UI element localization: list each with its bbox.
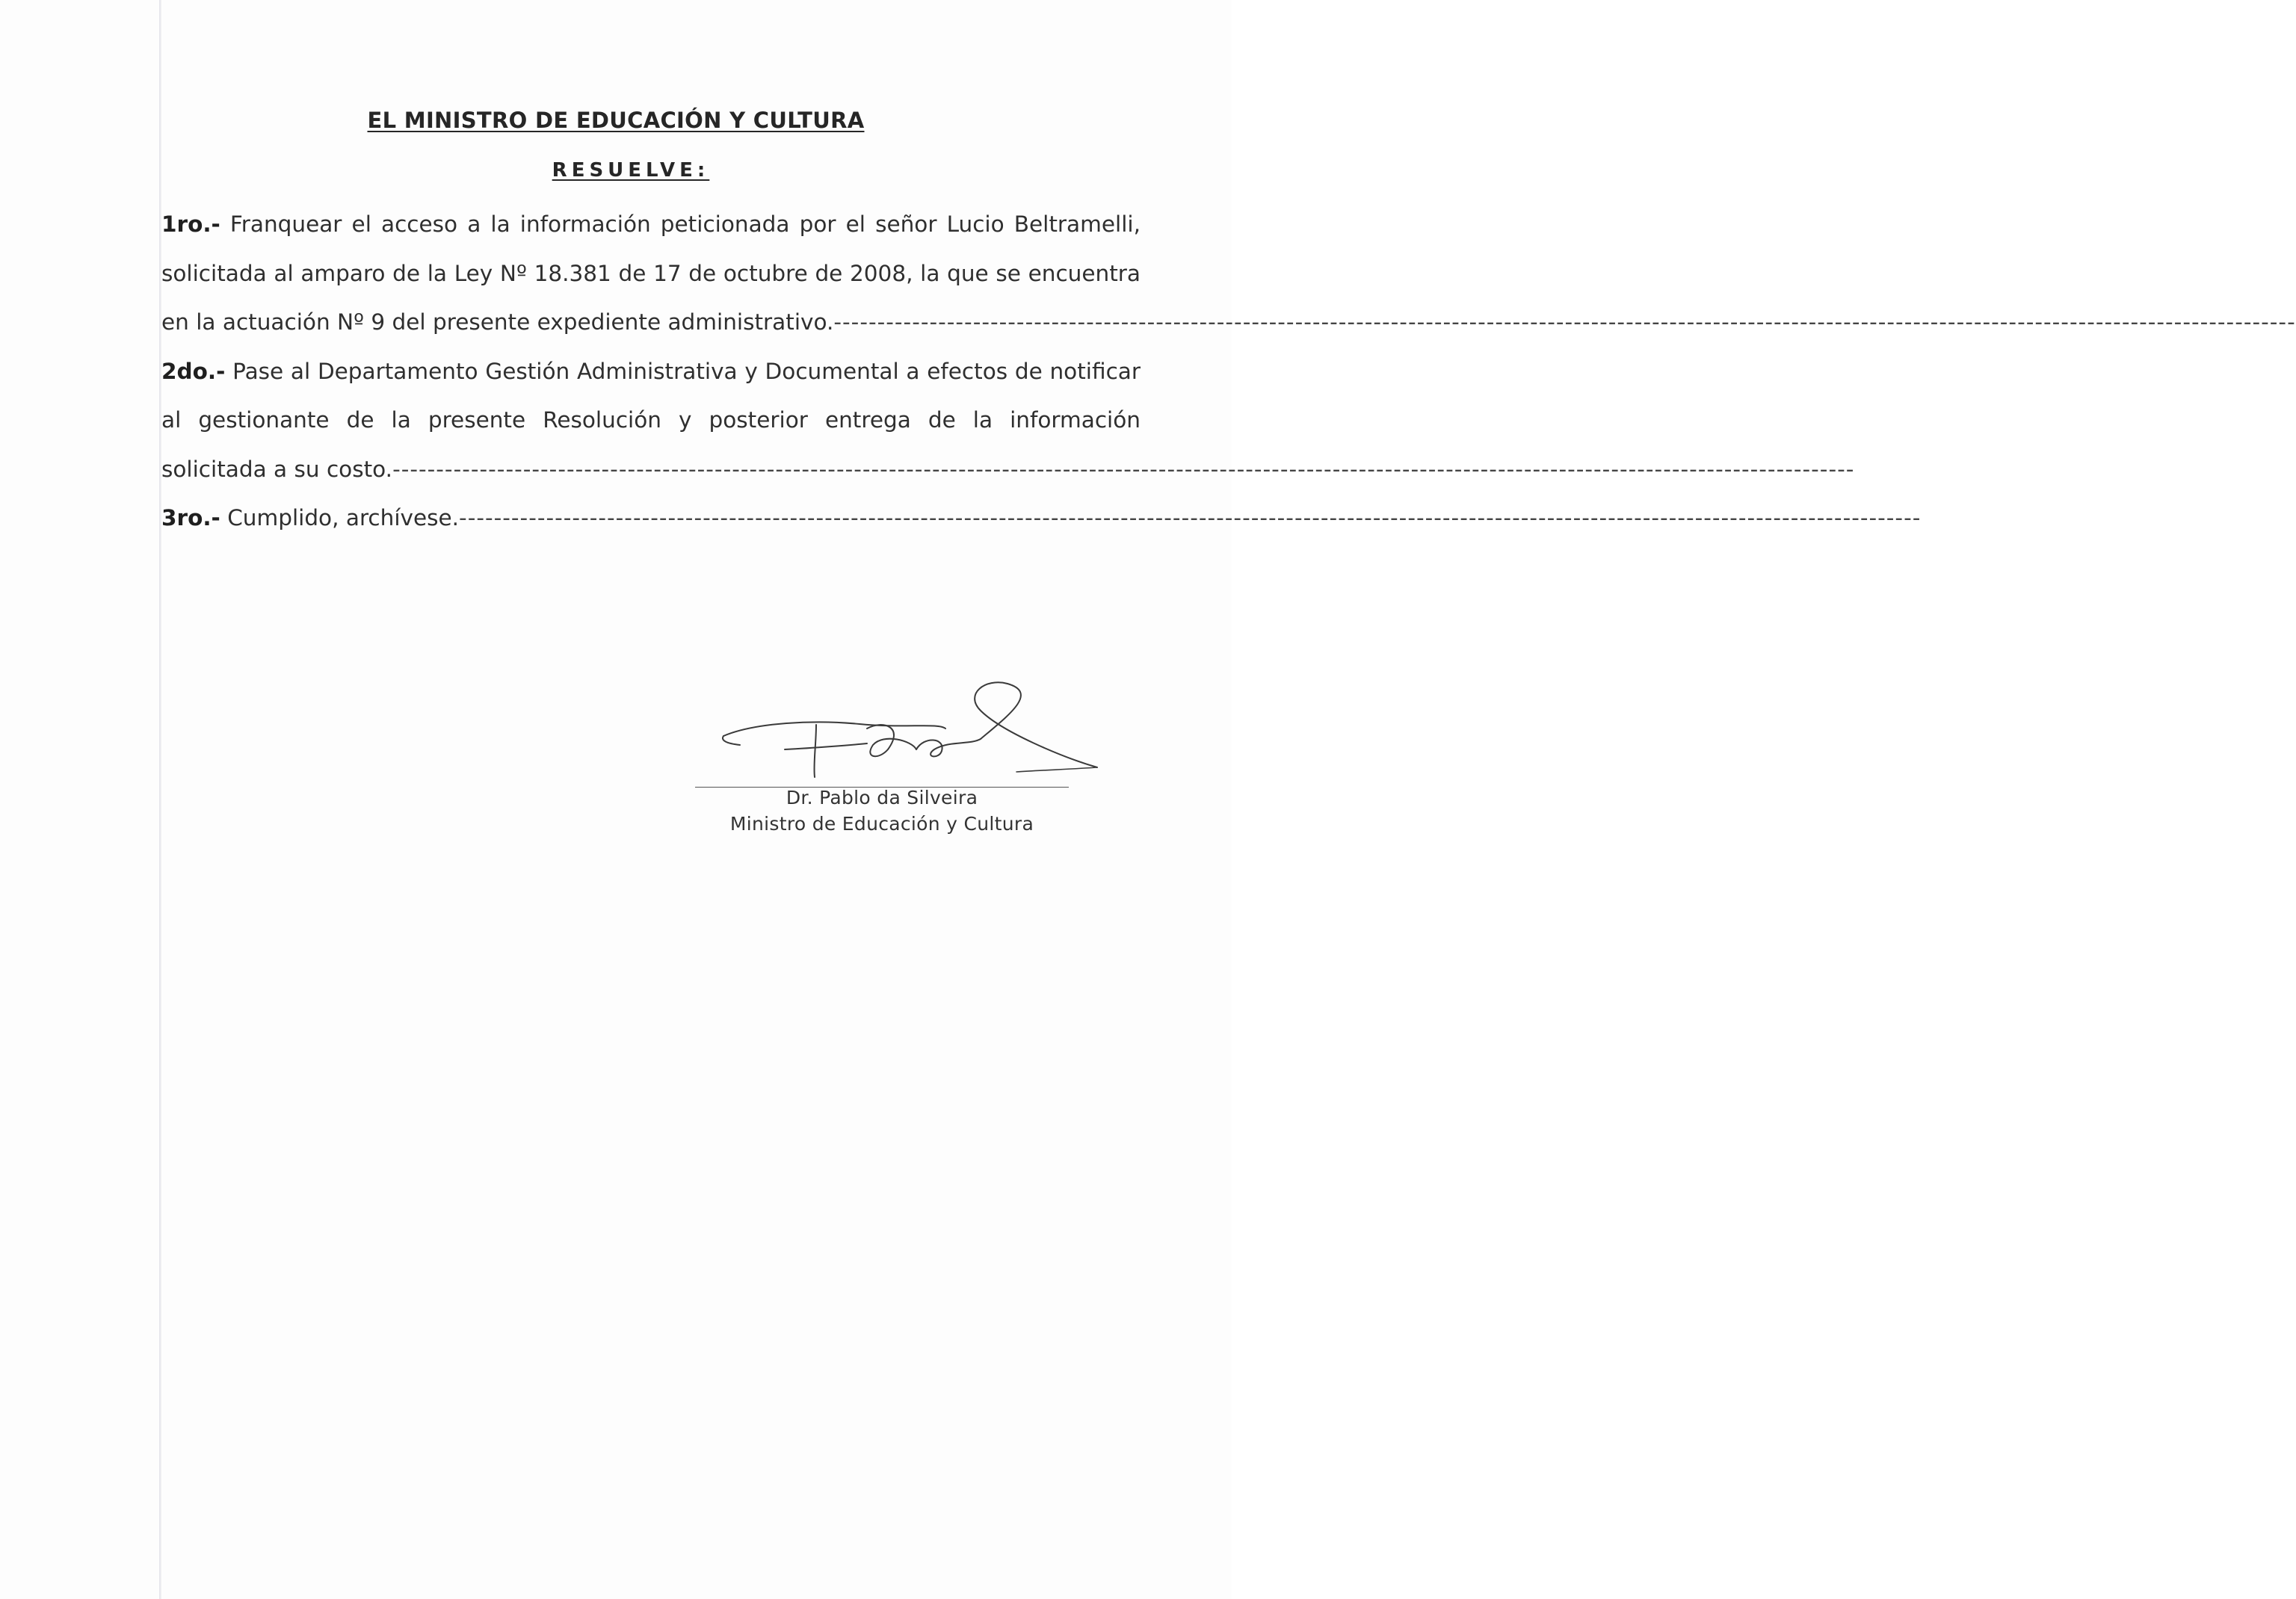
signer-name: Dr. Pablo da Silveira: [786, 787, 978, 808]
article-1-line-3: [161, 298, 2296, 347]
article-1-text-1: Franquear el acceso a la información peticionada por el señor Lucio Beltramelli,: [229, 211, 1141, 237]
handwritten-signature: [688, 676, 1114, 788]
resolution-body: [161, 200, 2296, 543]
article-2-text-1: Pase al Departamento Gestión Administrativa y Documental a efectos de notificar: [232, 358, 1141, 384]
article-1-line-2: [161, 250, 1141, 299]
article-2-text-2: al gestionante de la presente Resolución y posterior entrega de la información: [161, 407, 1141, 433]
article-2-line-1: [161, 347, 1141, 397]
article-1-text-2: solicitada al amparo de la Ley Nº 18.381 de 17 de octubre de 2008, la que se encuentra: [161, 260, 1141, 286]
signer-role: Ministro de Educación y Cultura: [729, 813, 1034, 835]
dash-filler: ------------------------------------------------------------------------------------------------------------------------------------------------------------------------: [392, 456, 1855, 482]
article-1-text-3: en la actuación Nº 9 del presente expediente administrativo.: [161, 309, 834, 335]
article-2-number: 2do.-: [161, 358, 226, 384]
resuelve-heading: RESUELVE:: [552, 159, 710, 182]
article-2-line-3: [161, 445, 1855, 495]
article-1-number: 1ro.-: [161, 211, 220, 237]
dash-filler: ------------------------------------------------------------------------------------------------------------------------------------------------------------------------: [459, 505, 1922, 531]
article-3-text-1: Cumplido, archívese.: [227, 505, 460, 531]
article-2-line-2: [161, 396, 1141, 445]
article-1-line-1: [161, 200, 1141, 250]
article-3-line-1: [161, 494, 1922, 543]
document-title: EL MINISTRO DE EDUCACIÓN Y CULTURA: [367, 108, 865, 133]
dash-filler: ------------------------------------------------------------------------------------------------------------------------------------------------------------------------: [833, 309, 2296, 335]
article-3-number: 3ro.-: [161, 505, 220, 531]
article-2-text-3: solicitada a su costo.: [161, 456, 393, 482]
